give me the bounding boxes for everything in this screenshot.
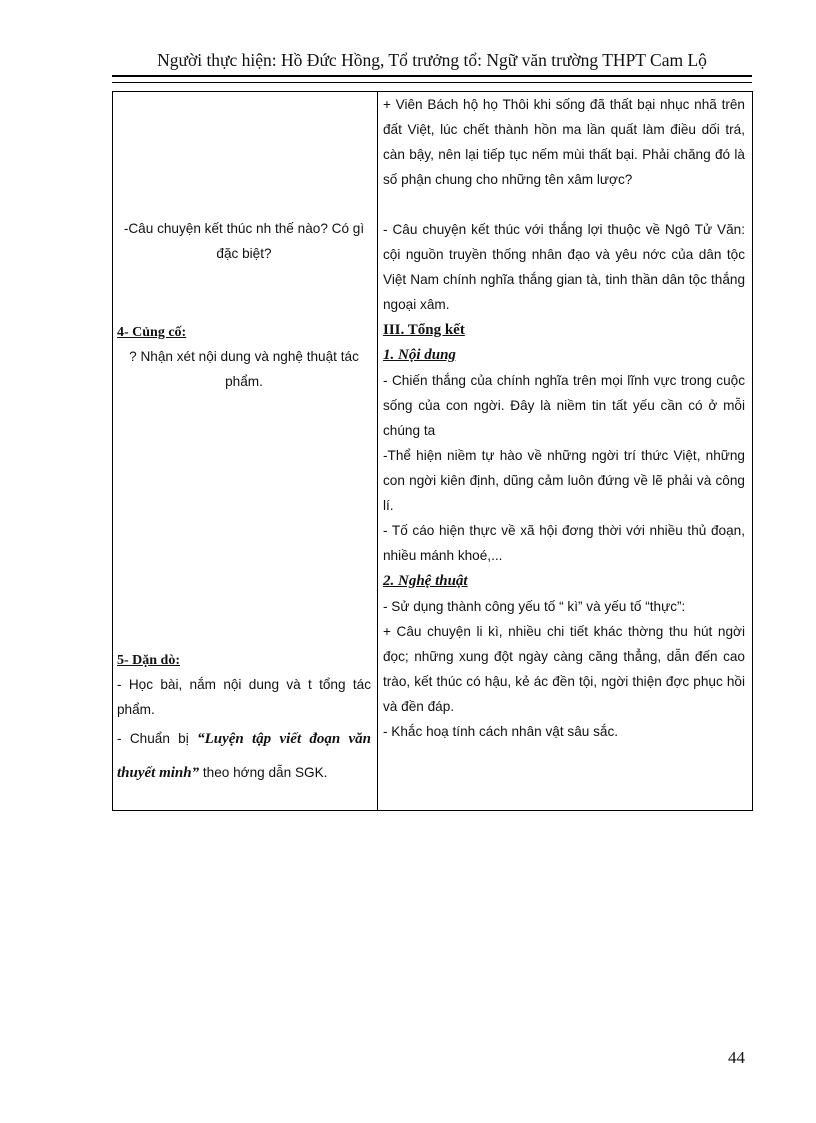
left-task-prepare bbox=[117, 722, 371, 790]
left-question-ending: -Câu chuyện kết thúc nh thế nào? Có gì đặc biệt? bbox=[123, 221, 365, 261]
left-question-review: ? Nhận xét nội dung và nghệ thuật tác phẩm. bbox=[129, 349, 359, 389]
column-divider bbox=[377, 92, 378, 810]
left-task-prepare-post: theo hớng dẫn SGK. bbox=[199, 765, 328, 780]
right-content-2: -Thể hiện niềm tự hào về những ngời trí thức Việt, những con ngời kiên định, dũng cảm luôn đứng về lẽ phải và công lí. bbox=[383, 448, 745, 513]
page-number: 44 bbox=[728, 1048, 745, 1067]
right-heading-summary: III. Tổng kết bbox=[383, 322, 465, 338]
left-task-prepare-pre: - Chuẩn bị bbox=[117, 731, 198, 746]
right-art-1: - Sử dụng thành công yếu tố “ kì” và yếu tố “thực”: bbox=[383, 599, 686, 614]
right-para-bach-ho: + Viên Bách hộ họ Thôi khi sống đã thất bại nhục nhã trên đất Việt, lúc chết thành hồn ma lần quất làm điều dối trá, càn bậy, nên lại tiếp tục nếm mùi thất bại. Phải chăng đó là số phận chung cho những tên xâm lược? bbox=[383, 97, 745, 187]
right-heading-content: 1. Nội dung bbox=[383, 347, 456, 363]
right-content-3: - Tố cáo hiện thực về xã hội đơng thời với nhiều thủ đoạn, nhiều mánh khoé,... bbox=[383, 523, 745, 563]
header-rule bbox=[112, 82, 752, 83]
left-heading-homework: 5- Dặn dò: bbox=[117, 653, 181, 668]
page-header: Người thực hiện: Hồ Đức Hồng, Tổ trưởng tổ: Ngữ văn trường THPT Cam Lộ bbox=[112, 50, 752, 77]
right-art-2: + Câu chuyện li kì, nhiều chi tiết khác thờng thu hút ngời đọc; những xung đột ngày càng căng thẳng, dẫn đến cao trào, kết thúc có hậu, kẻ ác đền tội, ngời thiện đợc phục hồi và đền đáp. bbox=[383, 624, 745, 714]
right-para-ending: - Câu chuyện kết thúc với thắng lợi thuộc về Ngô Tử Văn: cội nguồn truyền thống nhân đạo và yêu nớc của dân tộc Việt Nam chính nghĩa thắng gian tà, tinh thần dân tộc thắng ngoại xâm. bbox=[383, 222, 745, 312]
right-content-1: - Chiến thắng của chính nghĩa trên mọi lĩnh vực trong cuộc sống của con ngời. Đây là niềm tin tất yếu cần có ở mỗi chúng ta bbox=[383, 373, 745, 438]
left-task-prepare-title: “Luyện tập viết đoạn văn thuyết minh” bbox=[117, 731, 371, 781]
left-heading-consolidation: 4- Củng cố: bbox=[117, 325, 187, 340]
right-art-3: - Khắc hoạ tính cách nhân vật sâu sắc. bbox=[383, 724, 619, 739]
left-task-study: - Học bài, nắm nội dung và t tổng tác phẩm. bbox=[117, 677, 371, 717]
right-heading-art: 2. Nghệ thuật bbox=[383, 573, 468, 589]
lesson-table bbox=[112, 91, 753, 811]
